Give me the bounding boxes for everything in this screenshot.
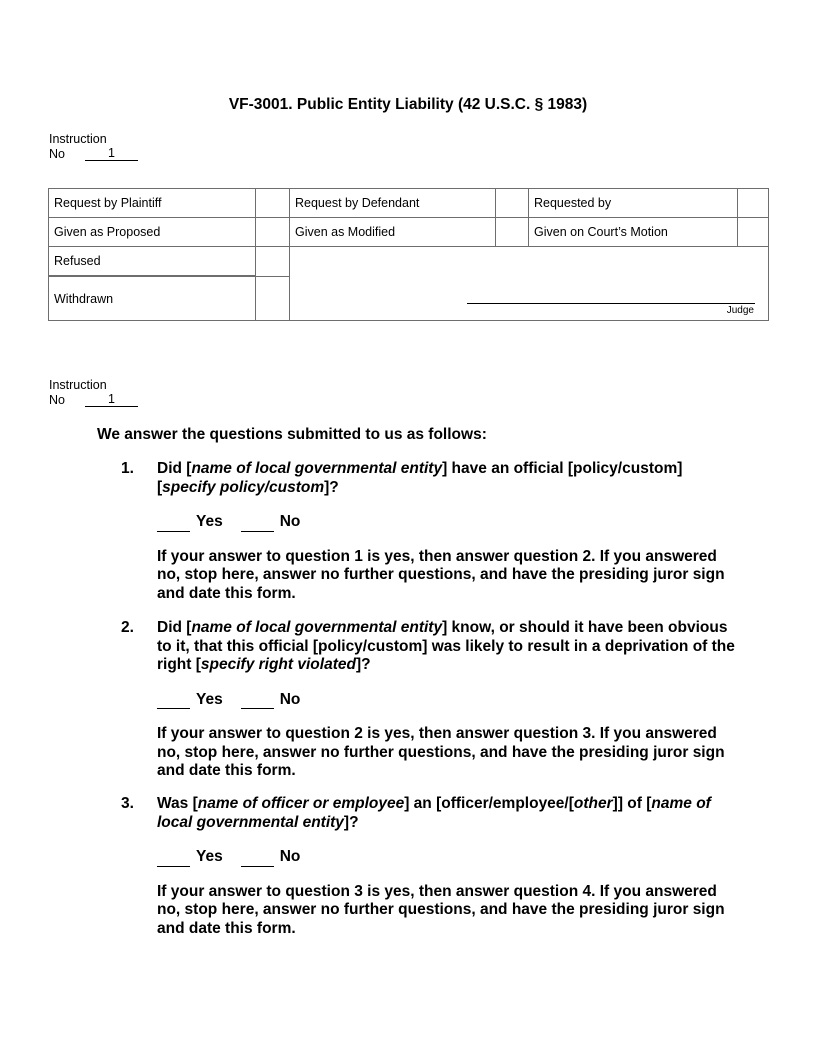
question-number: 3. [121,795,134,812]
question-number: 2. [121,619,134,636]
no-label: No [279,513,301,530]
instruction-number-bottom [49,378,138,407]
judge-label: Judge [726,305,754,316]
checkbox-given-on-courts-motion[interactable] [738,218,769,247]
question-text-placeholder: specify policy/custom [162,478,325,496]
yes-label: Yes [196,848,223,865]
cell-withdrawn: Withdrawn [49,276,256,320]
instruction-status-table [48,188,769,321]
question-text-part: ] know, or should it have been obvious to it, that this official [policy/custom] was likely to result in a deprivation of the right [ [157,619,735,673]
instruction-no-field[interactable]: 1 [85,147,138,161]
checkbox-given-as-proposed[interactable] [256,218,290,247]
question-text-placeholder: name of local governmental entity [191,619,443,636]
question-text-part: ] have an official [policy/custom] [ [157,460,683,496]
question-text-part: ]] of [ [612,795,652,812]
yes-no-answer [157,848,741,867]
question-text-placeholder: specify right violated [200,656,356,673]
judge-signature-line[interactable] [467,303,755,304]
question-text-part: Did [ [157,619,192,636]
question-text-part: ]? [324,478,339,496]
yes-no-answer [157,691,741,710]
no-label: No [279,848,301,865]
instruction-label: Instruction [49,132,107,146]
question-text-placeholder: other [573,795,613,812]
yes-no-answer [157,513,741,532]
cell-refused: Refused [49,247,256,276]
no-blank[interactable] [241,517,274,532]
checkbox-request-by-plaintiff[interactable] [256,189,290,218]
instruction-no-field[interactable]: 1 [85,393,138,407]
yes-blank[interactable] [157,694,190,709]
question-instruction: If your answer to question 1 is yes, then answer question 2. If you answered no, stop here, answer no further questions, and have the presiding juror sign and date this form. [157,547,725,602]
question-text-part: ]? [355,656,371,673]
question-text-placeholder: name of local governmental entity [157,795,711,831]
question-text-part: Did [ [157,460,192,477]
checkbox-refused[interactable] [256,247,290,276]
question-text-placeholder: name of officer or employee [197,795,405,812]
yes-blank[interactable] [157,517,190,532]
instruction-no-label: No [49,392,65,407]
question-text-part: ]? [343,813,359,831]
checkbox-request-by-defendant[interactable] [496,189,529,218]
question-text-part: ] an [officer/employee/[ [404,795,574,812]
cell-given-as-proposed: Given as Proposed [49,218,256,247]
yes-label: Yes [196,690,223,708]
question-number: 1. [121,460,134,477]
question-3 [121,795,741,938]
question-text-part: Was [ [157,795,198,812]
checkbox-withdrawn[interactable] [256,276,290,320]
no-blank[interactable] [241,694,274,709]
question-text [157,619,741,675]
cell-request-by-plaintiff: Request by Plaintiff [49,189,256,218]
cell-request-by-defendant: Request by Defendant [290,189,496,218]
yes-label: Yes [196,513,223,530]
instruction-no-label: No [49,146,65,161]
cell-given-as-modified: Given as Modified [290,218,496,247]
question-instruction: If your answer to question 2 is yes, then answer question 3. If you answered no, stop here, answer no further questions, and have the presiding juror sign and date this form. [157,725,725,779]
instruction-label: Instruction [49,378,107,392]
cell-given-on-courts-motion: Given on Court’s Motion [529,218,738,247]
verdict-intro: We answer the questions submitted to us as follows: [97,426,487,443]
question-text-placeholder: name of local governmental entity [191,460,443,477]
question-text [157,795,741,832]
document-title: VF-3001. Public Entity Liability (42 U.S.C. § 1983) [228,96,588,113]
yes-blank[interactable] [157,852,190,867]
question-text [157,460,741,497]
question-2 [121,619,741,781]
checkbox-given-as-modified[interactable] [496,218,529,247]
no-label: No [279,690,301,708]
instruction-number-top [49,132,138,161]
checkbox-requested-by[interactable] [738,189,769,218]
cell-requested-by: Requested by [529,189,738,218]
no-blank[interactable] [241,852,274,867]
question-instruction: If your answer to question 3 is yes, then answer question 4. If you answered no, stop here, answer no further questions, and have the presiding juror sign and date this form. [157,882,725,937]
question-1 [121,460,741,603]
